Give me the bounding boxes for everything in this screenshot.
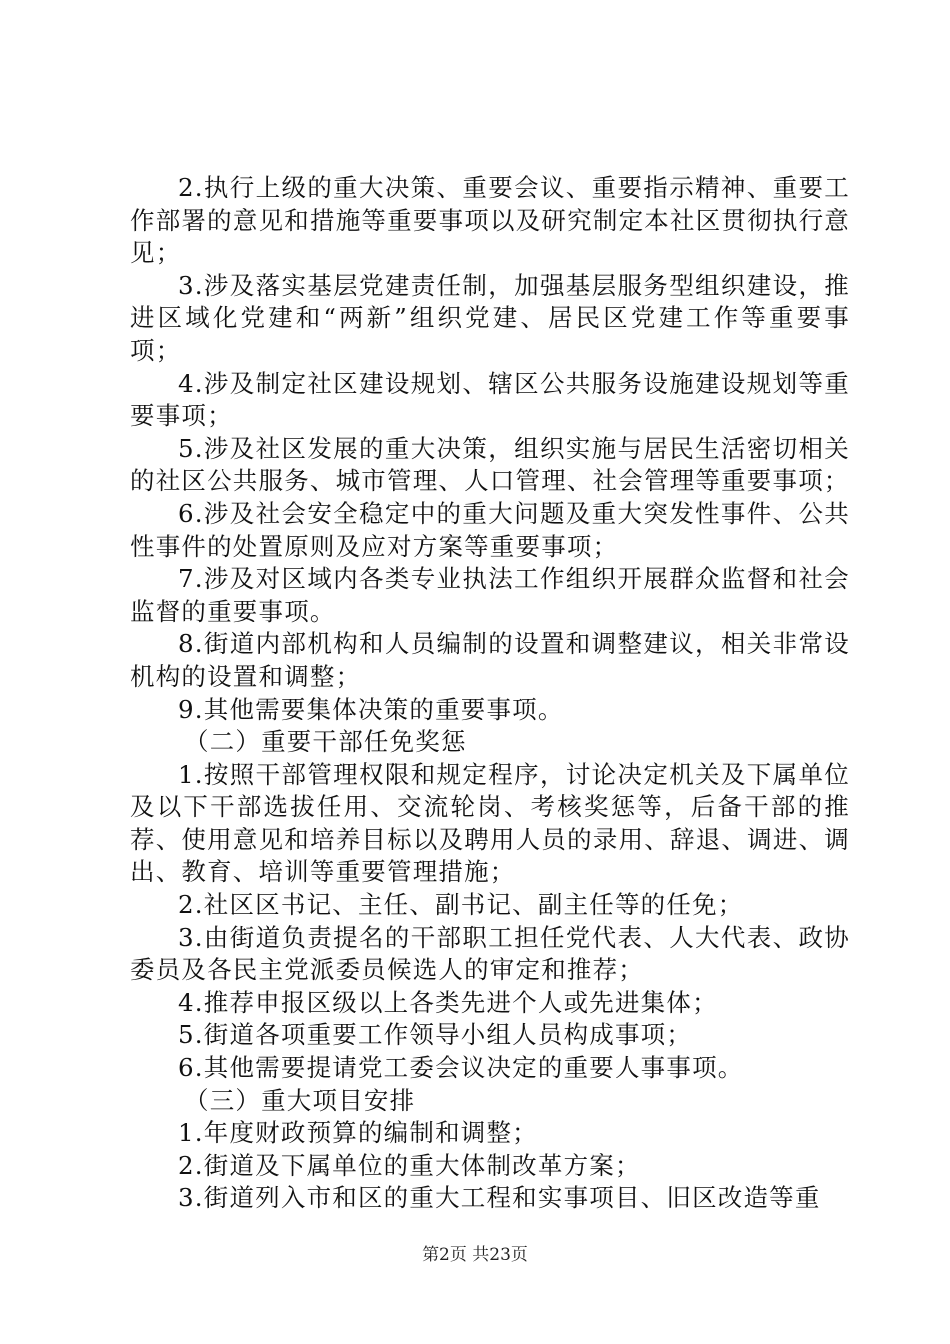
paragraph-cadre-2: 2.社区区书记、主任、副书记、副主任等的任免； — [178, 890, 744, 920]
paragraph-item-8: 8.街道内部机构和人员编制的设置和调整建议，相关非常设机构的设置和调整； — [130, 629, 850, 691]
paragraph-cadre-1: 1.按照干部管理权限和规定程序，讨论决定机关及下属单位及以下干部选拔任用、交流轮岗、考核奖惩等，后备干部的推荐、使用意见和培养目标以及聘用人员的录用、辞退、调进、调出、教育、培训等重要管理措施； — [130, 759, 850, 887]
section-heading-cadre: （二）重要干部任免奖惩 — [184, 727, 467, 757]
paragraph-projects-2: 2.街道及下属单位的重大体制改革方案； — [178, 1150, 641, 1180]
paragraph-cadre-6: 6.其他需要提请党工委会议决定的重要人事事项。 — [178, 1053, 744, 1083]
paragraph-item-2: 2.执行上级的重大决策、重要会议、重要指示精神、重要工作部署的意见和措施等重要事项以及研究制定本社区贯彻执行意见； — [130, 173, 850, 268]
document-body — [130, 172, 850, 1215]
paragraph-item-5: 5.涉及社区发展的重大决策，组织实施与居民生活密切相关的社区公共服务、城市管理、人口管理、社会管理等重要事项； — [130, 433, 850, 496]
paragraph-item-7: 7.涉及对区域内各类专业执法工作组织开展群众监督和社会监督的重要事项。 — [130, 564, 850, 626]
section-heading-projects: （三）重大项目安排 — [184, 1085, 416, 1115]
paragraph-cadre-5: 5.街道各项重要工作领导小组人员构成事项； — [178, 1020, 693, 1050]
paragraph-item-6: 6.涉及社会安全稳定中的重大问题及重大突发性事件、公共性事件的处置原则及应对方案等重要事项； — [130, 498, 850, 561]
paragraph-item-9: 9.其他需要集体决策的重要事项。 — [178, 694, 564, 724]
paragraph-projects-1: 1.年度财政预算的编制和调整； — [178, 1118, 538, 1148]
paragraph-cadre-3: 3.由街道负责提名的干部职工担任党代表、人大代表、政协委员及各民主党派委员候选人的审定和推荐； — [130, 922, 850, 985]
page-number-footer: 第2页 共23页 — [422, 1245, 528, 1265]
paragraph-item-4: 4.涉及制定社区建设规划、辖区公共服务设施建设规划等重要事项； — [130, 368, 850, 431]
paragraph-item-3: 3.涉及落实基层党建责任制，加强基层服务型组织建设，推进区域化党建和“两新”组织党建、居民区党建工作等重要事项； — [130, 270, 850, 365]
paragraph-projects-3: 3.街道列入市和区的重大工程和实事项目、旧区改造等重 — [178, 1183, 821, 1213]
paragraph-cadre-4: 4.推荐申报区级以上各类先进个人或先进集体； — [178, 987, 718, 1017]
